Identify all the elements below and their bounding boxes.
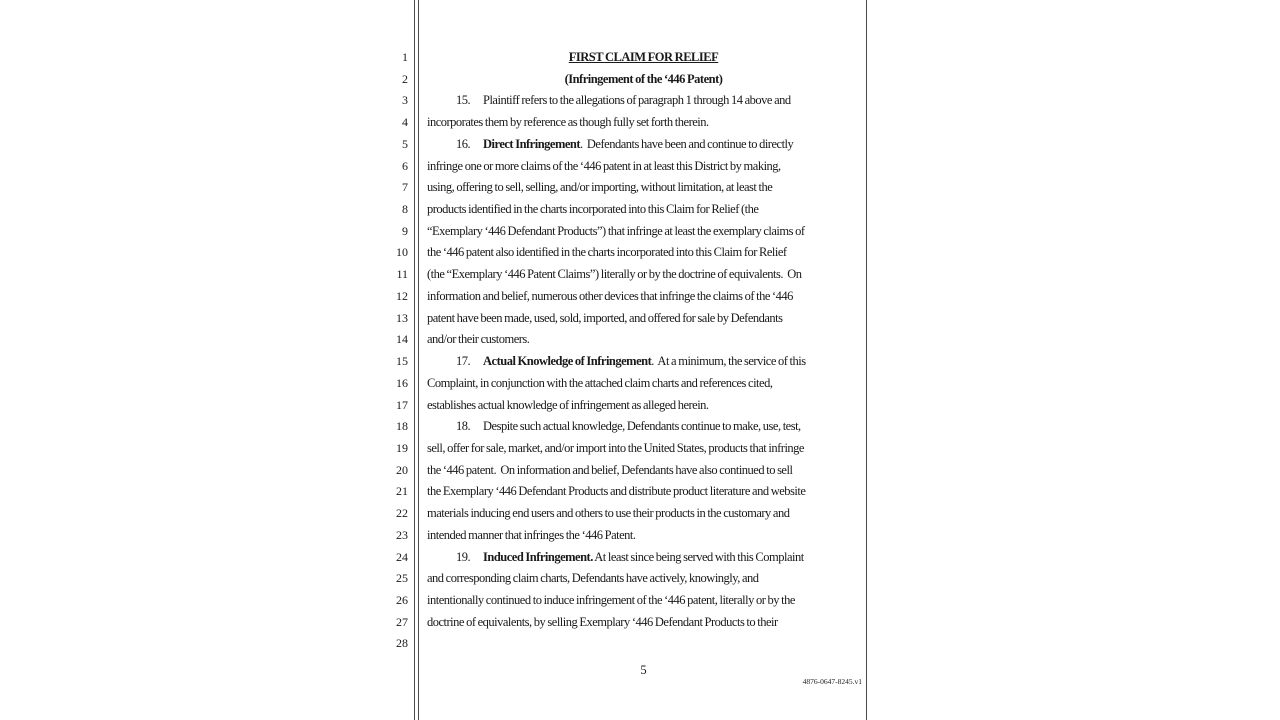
line-text: . Defendants have been and continue to directly <box>580 136 794 151</box>
paragraph-number: 15. <box>456 93 471 108</box>
line-text: patent have been made, used, sold, imported, and offered for sale by Defendants <box>427 310 783 325</box>
pleading-left-double-rule-inner <box>418 0 419 720</box>
document-line <box>427 264 860 286</box>
line-text: Plaintiff refers to the allegations of paragraph 1 through 14 above and <box>483 93 791 108</box>
line-number: 3 <box>402 93 408 108</box>
document-footer-id: 4876-0647-8245.v1 <box>802 677 862 686</box>
document-line <box>427 373 860 395</box>
line-number: 21 <box>396 484 408 499</box>
pleading-right-rule <box>866 0 867 720</box>
line-text: Actual Knowledge of Infringement <box>483 354 652 369</box>
line-text: Complaint, in conjunction with the attached claim charts and references cited, <box>427 375 773 390</box>
line-number: 5 <box>402 136 408 151</box>
paragraph-number: 16. <box>456 136 471 151</box>
line-number: 8 <box>402 202 408 217</box>
document-line <box>427 481 860 503</box>
document-line <box>427 47 860 69</box>
line-number: 17 <box>396 397 408 412</box>
line-number: 14 <box>396 332 408 347</box>
document-line <box>427 547 860 569</box>
line-text: (the “Exemplary ‘446 Patent Claims”) literally or by the doctrine of equivalents. On <box>427 267 802 282</box>
paragraph-number: 19. <box>456 549 471 564</box>
line-number: 16 <box>396 375 408 390</box>
line-text: products identified in the charts incorporated into this Claim for Relief (the <box>427 202 759 217</box>
line-number: 1 <box>402 50 408 64</box>
line-number-column <box>378 47 408 655</box>
line-number: 4 <box>402 115 408 130</box>
document-line <box>427 351 860 373</box>
line-text: Despite such actual knowledge, Defendants continue to make, use, test, <box>483 419 801 434</box>
line-text: establishes actual knowledge of infringement as alleged herein. <box>427 397 709 412</box>
document-line <box>427 308 860 330</box>
document-line <box>427 460 860 482</box>
line-text: infringe one or more claims of the ‘446 patent in at least this District by making, <box>427 158 781 173</box>
line-number: 12 <box>396 288 408 303</box>
line-number: 11 <box>396 267 408 282</box>
document-line <box>427 286 860 308</box>
line-text: using, offering to sell, selling, and/or importing, without limitation, at least the <box>427 180 773 195</box>
page-number: 5 <box>640 663 647 677</box>
line-text: (Infringement of the ‘446 Patent) <box>564 71 723 86</box>
document-line <box>427 221 860 243</box>
line-number: 6 <box>402 158 408 173</box>
line-text: intentionally continued to induce infringement of the ‘446 patent, literally or by the <box>427 592 795 607</box>
line-text: Direct Infringement <box>483 136 581 151</box>
document-line <box>427 199 860 221</box>
line-number: 23 <box>396 527 408 542</box>
document-line <box>427 69 860 91</box>
line-text: sell, offer for sale, market, and/or import into the United States, products that infringe <box>427 440 804 455</box>
line-text: incorporates them by reference as though fully set forth therein. <box>427 115 709 130</box>
line-number: 15 <box>396 354 408 369</box>
line-text: “Exemplary ‘446 Defendant Products”) that infringe at least the exemplary claims of <box>427 223 805 238</box>
document-body <box>427 47 860 655</box>
line-number: 25 <box>396 571 408 586</box>
line-text: intended manner that infringes the ‘446 Patent. <box>427 527 636 542</box>
line-number: 2 <box>402 71 408 86</box>
line-text: . At a minimum, the service of this <box>651 354 806 369</box>
document-line <box>427 329 860 351</box>
pleading-left-double-rule-outer <box>414 0 415 720</box>
line-text: doctrine of equivalents, by selling Exemplary ‘446 Defendant Products to their <box>427 614 778 629</box>
line-number: 13 <box>396 310 408 325</box>
line-number: 27 <box>396 614 408 629</box>
document-line <box>427 90 860 112</box>
document-line <box>427 395 860 417</box>
line-number: 19 <box>396 440 408 455</box>
line-text: and corresponding claim charts, Defendants have actively, knowingly, and <box>427 571 759 586</box>
line-number: 22 <box>396 506 408 521</box>
line-number: 18 <box>396 419 408 434</box>
line-text: Induced Infringement. <box>483 549 593 564</box>
paragraph-number: 18. <box>456 419 471 434</box>
paragraph-number: 17. <box>456 354 471 369</box>
document-line <box>427 525 860 547</box>
document-line <box>427 633 860 655</box>
document-line <box>427 503 860 525</box>
document-line <box>427 590 860 612</box>
line-text: At least since being served with this Complaint <box>592 549 804 564</box>
document-line <box>427 242 860 264</box>
document-line <box>427 416 860 438</box>
line-text: the ‘446 patent also identified in the charts incorporated into this Claim for Relief <box>427 245 787 260</box>
document-line <box>427 112 860 134</box>
document-line <box>427 156 860 178</box>
line-number: 24 <box>396 549 408 564</box>
line-text: the ‘446 patent. On information and belief, Defendants have also continued to sell <box>427 462 793 477</box>
document-line <box>427 568 860 590</box>
line-text: FIRST CLAIM FOR RELIEF <box>568 50 719 64</box>
line-number: 28 <box>396 636 408 651</box>
line-text: and/or their customers. <box>427 332 530 347</box>
document-line <box>427 438 860 460</box>
line-number: 7 <box>402 180 408 195</box>
line-text: the Exemplary ‘446 Defendant Products and distribute product literature and website <box>427 484 806 499</box>
line-number: 20 <box>396 462 408 477</box>
line-text: materials inducing end users and others to use their products in the customary and <box>427 506 790 521</box>
line-text: information and belief, numerous other devices that infringe the claims of the ‘446 <box>427 288 793 303</box>
line-number: 9 <box>402 223 408 238</box>
line-number: 10 <box>396 245 408 260</box>
document-line <box>427 612 860 634</box>
document-line <box>427 177 860 199</box>
document-line <box>427 134 860 156</box>
line-number: 26 <box>396 592 408 607</box>
